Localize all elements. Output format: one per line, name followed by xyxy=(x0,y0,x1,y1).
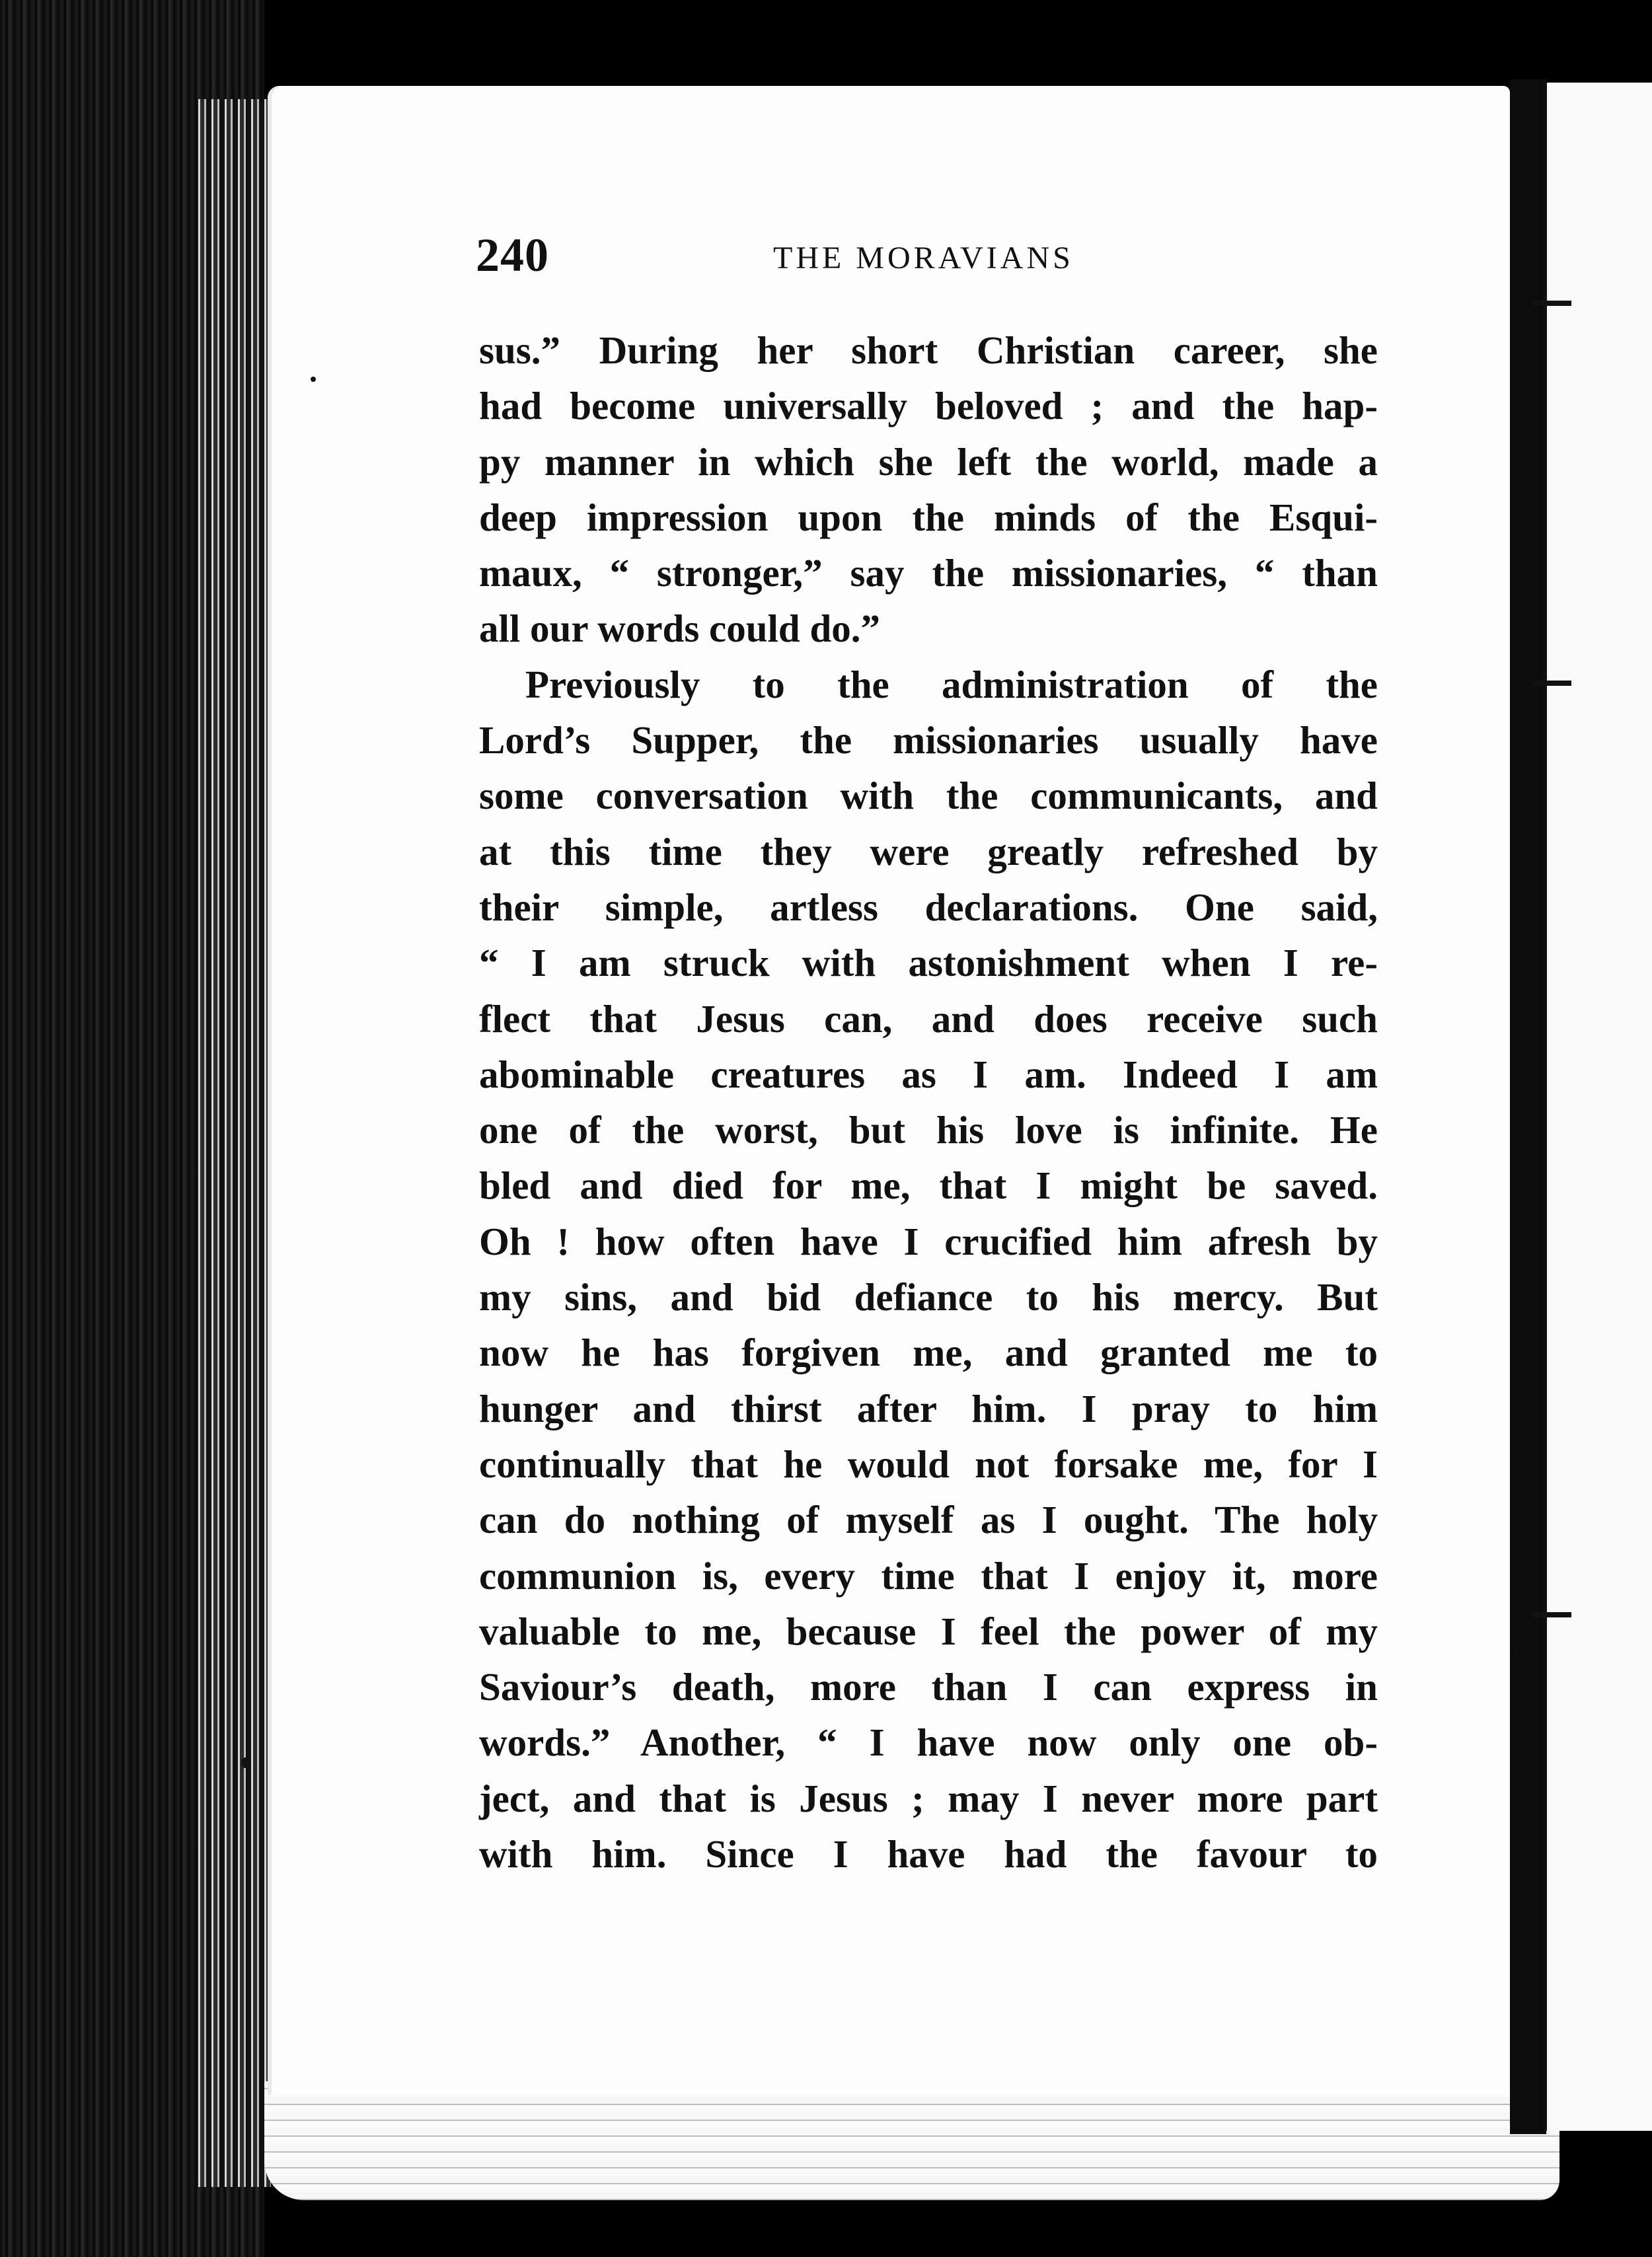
text-line: with him. Since I have had the favour to xyxy=(479,1832,1378,1876)
edge-mark xyxy=(1532,681,1571,686)
text-line: Lord’s Supper, the missionaries usually have xyxy=(479,718,1378,762)
text-line: all our words could do.” xyxy=(479,607,881,651)
text-line: now he has forgiven me, and granted me to xyxy=(479,1331,1378,1375)
edge-mark xyxy=(1532,1612,1571,1617)
text-line: bled and died for me, that I might be saved. xyxy=(479,1164,1378,1208)
text-line: ject, and that is Jesus ; may I never more part xyxy=(479,1776,1378,1820)
text-line: can do nothing of myself as I ought. The holy xyxy=(479,1498,1378,1542)
ink-speck xyxy=(241,1758,249,1768)
text-line: maux, “ stronger,” say the missionaries, “ than xyxy=(479,551,1378,595)
text-line: flect that Jesus can, and does receive such xyxy=(479,996,1378,1041)
edge-mark xyxy=(1532,301,1571,306)
page-edges-left xyxy=(198,99,271,2187)
text-line: had become universally beloved ; and the hap- xyxy=(479,384,1378,428)
text-line: abominable creatures as I am. Indeed I am xyxy=(479,1052,1378,1096)
text-line: their simple, artless declarations. One said, xyxy=(479,885,1378,929)
ink-speck xyxy=(311,377,316,382)
text-line: Saviour’s death, more than I can express in xyxy=(479,1665,1378,1709)
page-number: 240 xyxy=(476,229,549,281)
text-line: one of the worst, but his love is infinite. He xyxy=(479,1108,1378,1152)
text-line: words.” Another, “ I have now only one ob- xyxy=(479,1720,1378,1765)
text-line: hunger and thirst after him. I pray to him xyxy=(479,1386,1378,1430)
text-line: at this time they were greatly refreshed by xyxy=(479,829,1378,873)
page-header xyxy=(476,228,1401,287)
text-line: some conversation with the communicants, and xyxy=(479,774,1378,818)
page-edges-bottom xyxy=(264,2081,1559,2200)
text-line: communion is, every time that I enjoy it, more xyxy=(479,1553,1378,1598)
text-line: sus.” During her short Christian career, she xyxy=(479,328,1378,372)
text-line: continually that he would not forsake me, for I xyxy=(479,1442,1378,1486)
text-line: deep impression upon the minds of the Esqui- xyxy=(479,495,1378,539)
text-line: Oh ! how often have I crucified him afresh by xyxy=(479,1219,1378,1263)
body-text xyxy=(479,322,1378,1882)
text-line: my sins, and bid defiance to his mercy. But xyxy=(479,1275,1378,1319)
text-line: Previously to the administration of the xyxy=(525,662,1378,706)
facing-page-edge xyxy=(1543,83,1652,2131)
ink-speck xyxy=(1513,1652,1517,1656)
text-line: “ I am struck with astonishment when I re- xyxy=(479,941,1378,985)
text-line: py manner in which she left the world, made a xyxy=(479,439,1378,484)
gutter-shadow xyxy=(1510,79,1546,2134)
running-head: THE MORAVIANS xyxy=(773,240,1074,276)
text-line: valuable to me, because I feel the power of my xyxy=(479,1609,1378,1653)
